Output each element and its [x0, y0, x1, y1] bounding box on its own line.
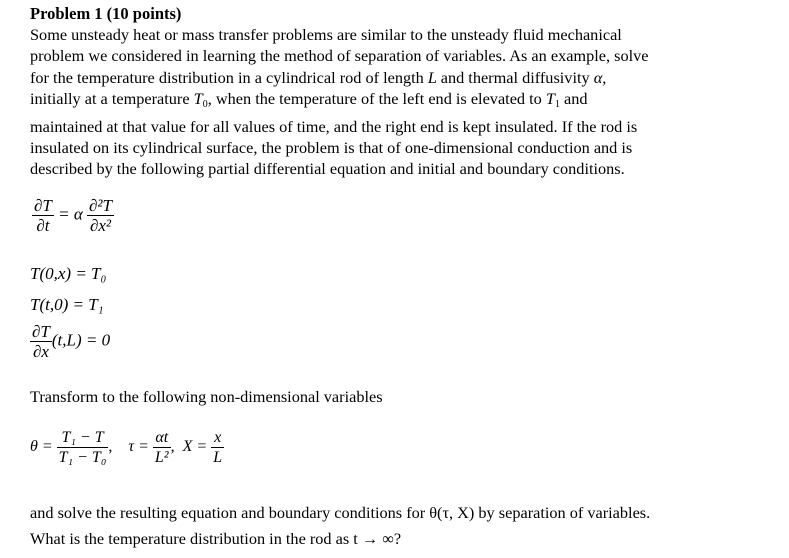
theta-fraction: [57, 428, 109, 467]
pde-lhs-fraction: [32, 196, 54, 235]
pde-rhs-num: ∂²T: [89, 196, 112, 215]
symbol-T0: $T_0$: [193, 89, 208, 111]
symbol-T1: $T_1$: [545, 89, 560, 111]
statement-line-4: [30, 88, 770, 115]
closing-line-1: and solve the resulting equation and boundary conditions for θ(τ, X) by separation of variables.: [30, 503, 651, 522]
pde-equation: [32, 196, 114, 235]
closing-line-2: What is the temperature distribution in the rod as t → ∞?: [30, 529, 402, 548]
pde-lhs-den: ∂t: [36, 216, 50, 235]
nondim-variables: θ = $\frac{\text{T₁ − T}}{\text{T₁ − T₀}}$ , τ = $\frac{\alpha t}{\text{L²}}$ , X = $\frac{x}{L}$: [30, 429, 223, 466]
tau-fraction: [153, 428, 171, 467]
statement-line-3a: for the temperature distribution in a cylindrical rod of length: [30, 67, 424, 87]
problem-statement: [30, 24, 770, 180]
statement-line-6: insulated on its cylindrical surface, the problem is that of one-dimensional conduction and is: [30, 138, 633, 158]
statement-line-4b: , when the temperature of the left end is elevated to: [207, 89, 542, 109]
statement-line-1: Some unsteady heat or mass transfer problems are similar to the unsteady fluid mechanical: [30, 25, 622, 44]
x-num: x: [211, 428, 224, 448]
tau-den: L²: [154, 449, 169, 466]
bc2-fraction: [30, 322, 52, 361]
symbol-L: L: [427, 67, 441, 87]
pde-rhs-fraction: [87, 196, 114, 235]
tau-label: τ =: [128, 438, 149, 456]
statement-line-2: problem we considered in learning the method of separation of variables. As an example, solve: [30, 46, 649, 66]
statement-line-3b: and thermal diffusivity: [440, 67, 590, 87]
boundary-condition-left: T(t,0) = T₁: [30, 295, 104, 314]
pde-lhs-num: ∂T: [34, 196, 52, 215]
statement-line-3: for the temperature distribution in a cylindrical rod of length L and thermal diffusivity α,: [30, 67, 607, 87]
initial-condition: T(0,x) = T₀: [30, 264, 107, 283]
theta-num: T₁ − T: [57, 428, 109, 448]
theta-den: T₁ − T₀: [58, 449, 107, 466]
statement-line-4a: initially at a temperature: [30, 89, 190, 109]
statement-line-7: described by the following partial differential equation and initial and boundary conditions.: [30, 159, 625, 179]
pde-mid: = α: [58, 204, 83, 224]
bc2-den: ∂x: [32, 342, 49, 361]
problem-title: Problem 1 (10 points): [30, 4, 182, 23]
x-den: L: [213, 449, 223, 466]
x-fraction: [211, 428, 224, 467]
theta-label: θ =: [30, 438, 53, 456]
boundary-condition-right: [30, 322, 110, 361]
tau-num: αt: [153, 428, 171, 448]
bc2-num: ∂T: [32, 322, 50, 341]
x-label: X =: [182, 438, 208, 456]
statement-line-5: maintained at that value for all values of time, and the right end is kept insulated. If the rod is: [30, 116, 638, 136]
pde-rhs-den: ∂x²: [89, 216, 112, 235]
symbol-alpha: α: [593, 67, 603, 87]
transform-text: Transform to the following non-dimensional variables: [30, 387, 383, 406]
statement-line-4c: and: [564, 89, 588, 109]
bc2-tail: (t,L) = 0: [51, 330, 111, 350]
